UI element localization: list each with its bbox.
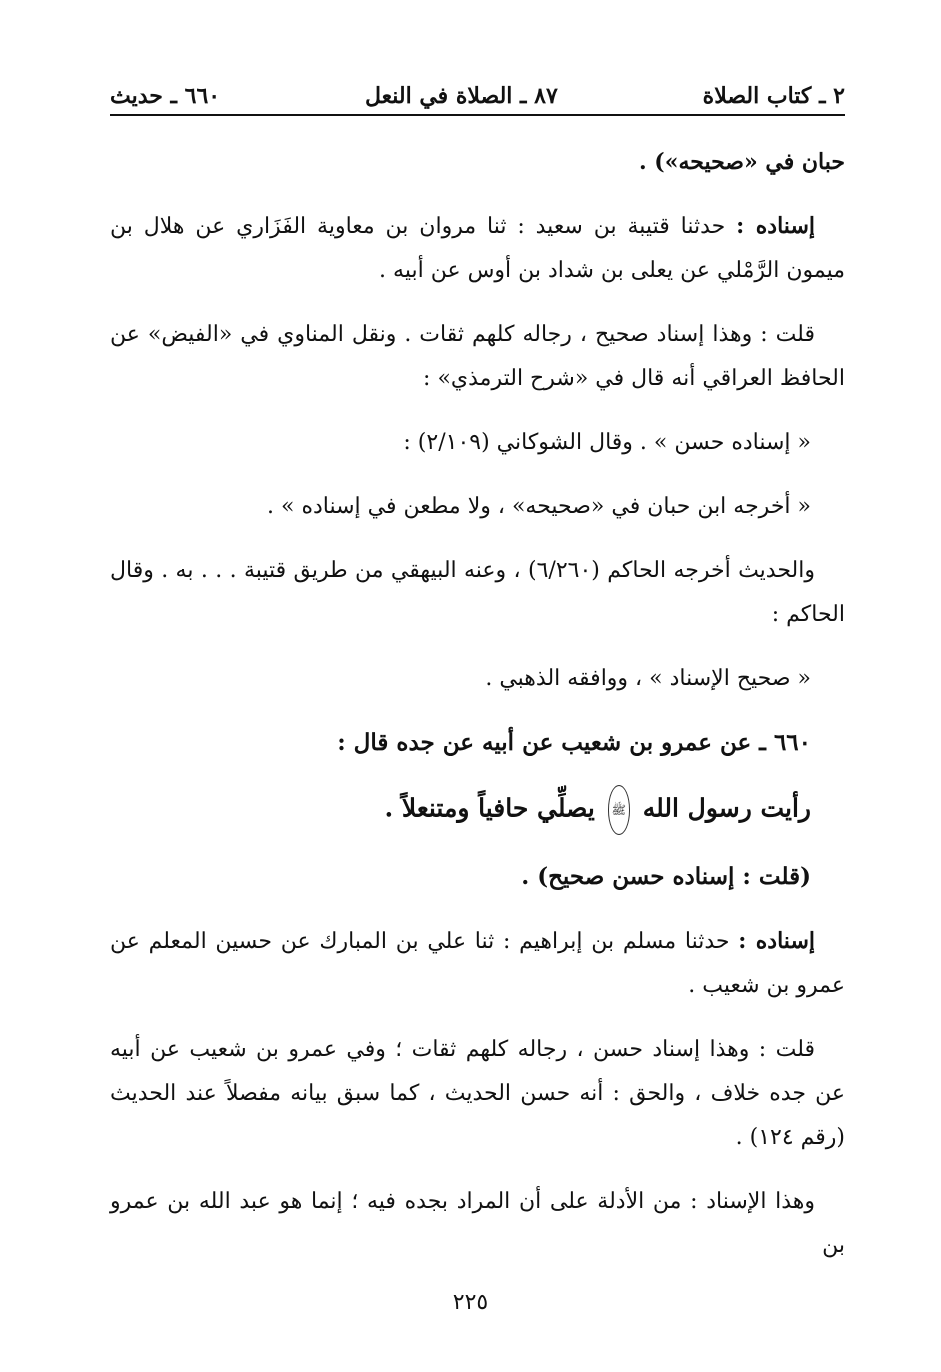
paragraph-text: قلت : وهذا إسناد حسن ، رجاله كلهم ثقات ؛ وفي عمرو بن شعيب عن أبيه عن جده خلاف ، والحق : أنه حسن الحديث ، كما سبق بيانه مفصلاً عند الحديث (رقم ١٢٤) . [110,1037,845,1150]
hadith-matn [110,785,845,835]
paragraph-quote [110,485,845,529]
paragraph-text: « صحيح الإسناد » ، ووافقه الذهبي . [485,666,811,691]
hadith-grading-text: (قلت : إسناده حسن صحيح) . [521,863,811,890]
paragraph-text: حدثنا قتيبة بن سعيد : ثنا مروان بن معاوية الفَزَاري عن هلال بن ميمون الرَّمْلي عن يعلى بن شداد بن أوس عن أبيه . [110,214,845,283]
hadith-text-after: يصلِّي حافياً ومتنعلاً . [384,793,595,823]
paragraph-text: قلت : وهذا إسناد صحيح ، رجاله كلهم ثقات . ونقل المناوي في «الفيض» عن الحافظ العراقي أنه قال في «شرح الترمذي» : [110,322,845,391]
page-number: ٢٢٥ [452,1290,489,1315]
isnad-label: إسناده : [736,213,815,239]
paragraph-takhrij [110,549,845,637]
paragraph-text: « إسناده حسن » . وقال الشوكاني (٢/١٠٩) : [403,430,811,455]
paragraph-text: حبان في «صحيحه») . [638,149,845,175]
paragraph-text: حدثنا مسلم بن إبراهيم : ثنا علي بن المبارك عن حسين المعلم عن عمرو بن شعيب . [110,929,845,998]
paragraph-comment [110,313,845,401]
paragraph-comment [110,1028,845,1160]
paragraph-text: وهذا الإسناد : من الأدلة على أن المراد بجده فيه ؛ إنما هو عبد الله بن عمرو بن [110,1189,845,1258]
header-book-title: ٢ ـ كتاب الصلاة [702,83,845,109]
paragraph-continuation [110,140,845,184]
hadith-grading [110,855,845,899]
page-body [110,140,845,1288]
paragraph-text: « أخرجه ابن حبان في «صحيحه» ، ولا مطعن في إسناده » . [267,494,811,519]
paragraph-text: والحديث أخرجه الحاكم (٦/٢٦٠) ، وعنه البيهقي من طريق قتيبة . . . به . وقال الحاكم : [110,558,845,627]
isnad-label: إسناده : [738,928,815,954]
header-chapter-title: ٨٧ ـ الصلاة في النعل [364,83,558,109]
header-hadith-number: ٦٦٠ ـ حديث [110,83,221,109]
paragraph-isnad [110,919,845,1008]
salutation-glyph: ﷺ [608,785,631,835]
hadith-text-before: رأيت رسول الله [642,793,811,823]
hadith-heading [110,721,845,765]
paragraph-quote [110,657,845,701]
paragraph-comment [110,1180,845,1268]
paragraph-quote [110,421,845,465]
running-header [110,78,845,116]
hadith-heading-text: ٦٦٠ ـ عن عمرو بن شعيب عن أبيه عن جده قال : [337,729,811,756]
paragraph-isnad [110,204,845,293]
